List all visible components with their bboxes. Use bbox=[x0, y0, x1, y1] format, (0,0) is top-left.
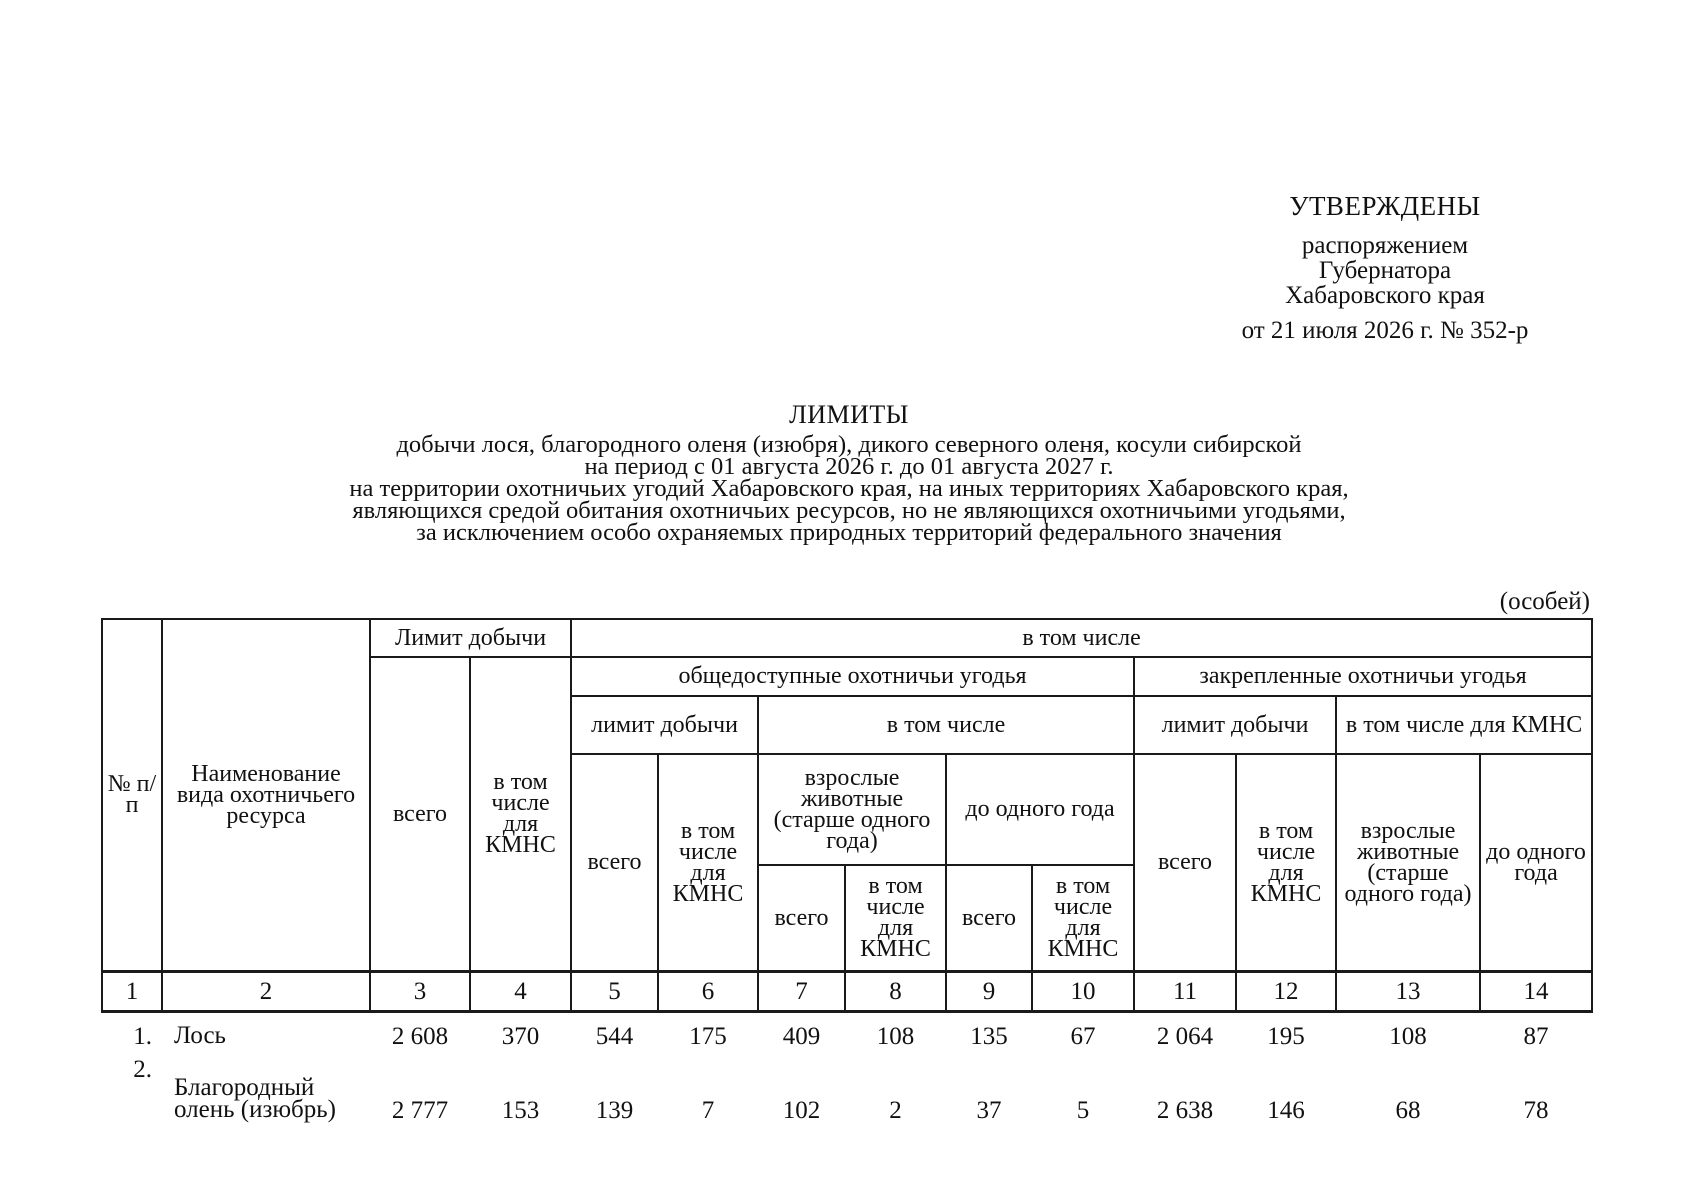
subtitle-line: за исключением особо охраняемых природных территорий федерального значения bbox=[416, 519, 1282, 546]
subtitle-line: являющихся средой обитания охотничьих ресурсов, но не являющихся охотничьими угодьями, bbox=[352, 497, 1346, 524]
column-number: 8 bbox=[845, 972, 946, 1012]
header-limit-total: всего bbox=[370, 657, 470, 972]
header-adults-kmns: в том числе для КМНС bbox=[845, 865, 946, 972]
cell-public-adults-total: 409 bbox=[782, 1022, 821, 1050]
approval-line-1: распоряжением bbox=[1301, 232, 1469, 259]
header-assigned-young: до одного года bbox=[1480, 754, 1592, 972]
resource-name-line-1: Благородный bbox=[174, 1074, 315, 1101]
cell-limit-total: 2 608 bbox=[391, 1022, 449, 1050]
cell-limit-kmns: 370 bbox=[501, 1022, 540, 1050]
subtitle-line: добычи лося, благородного оленя (изюбря), дикого северного оленя, косули сибирской bbox=[396, 431, 1302, 458]
document-subtitle bbox=[0, 431, 1698, 546]
header-public-grounds: общедоступные охотничьи угодья bbox=[571, 657, 1134, 696]
column-number: 3 bbox=[370, 972, 470, 1012]
header-limit-kmns: в том числе для КМНС bbox=[470, 657, 571, 972]
cell-public-young-total: 37 bbox=[976, 1097, 1002, 1124]
header-name: Наименование вида охотничьего ресурса bbox=[162, 619, 370, 972]
cell-public-adults-total: 102 bbox=[782, 1097, 821, 1124]
subtitle-line: на территории охотничьих угодий Хабаровского края, на иных территориях Хабаровского края, bbox=[349, 475, 1349, 502]
column-number: 6 bbox=[658, 972, 758, 1012]
limits-table bbox=[101, 618, 1593, 1124]
row-number: 2. bbox=[133, 1056, 152, 1083]
header-public-young: до одного года bbox=[946, 754, 1134, 865]
row-number: 1. bbox=[133, 1022, 152, 1050]
column-number: 1 bbox=[102, 972, 162, 1012]
cell-assigned-kmns-young: 87 bbox=[1523, 1022, 1549, 1050]
units-label: (особей) bbox=[1499, 588, 1590, 615]
column-number: 5 bbox=[571, 972, 658, 1012]
header-public-adults: взрослые животные (старше одного года) bbox=[758, 754, 946, 865]
cell-public-young-kmns: 5 bbox=[1076, 1097, 1090, 1124]
cell-public-kmns: 7 bbox=[701, 1097, 715, 1124]
cell-limit-total: 2 777 bbox=[391, 1097, 449, 1124]
cell-public-adults-kmns: 108 bbox=[876, 1022, 915, 1050]
cell-assigned-kmns-adults: 108 bbox=[1389, 1022, 1427, 1050]
header-adults-total: всего bbox=[758, 865, 845, 972]
column-number: 2 bbox=[162, 972, 370, 1012]
header-young-total: всего bbox=[946, 865, 1032, 972]
column-number: 12 bbox=[1236, 972, 1336, 1012]
cell-assigned-total: 2 638 bbox=[1156, 1097, 1214, 1124]
cell-assigned-kmns: 146 bbox=[1267, 1097, 1305, 1124]
cell-public-total: 544 bbox=[595, 1022, 634, 1050]
resource-name: Лось bbox=[174, 1022, 226, 1049]
resource-name bbox=[162, 1059, 370, 1121]
header-num: № п/п bbox=[102, 619, 162, 972]
header-public-kmns: в том числе для КМНС bbox=[658, 754, 758, 972]
cell-public-adults-kmns: 2 bbox=[889, 1097, 902, 1124]
header-incl: в том числе bbox=[571, 619, 1592, 657]
column-number: 11 bbox=[1134, 972, 1236, 1012]
approval-title: УТВЕРЖДЕНЫ bbox=[1289, 191, 1481, 221]
cell-assigned-kmns-adults: 68 bbox=[1395, 1097, 1421, 1124]
column-number: 7 bbox=[758, 972, 845, 1012]
column-number: 9 bbox=[946, 972, 1032, 1012]
column-number: 14 bbox=[1480, 972, 1592, 1012]
subtitle-line: на период с 01 августа 2026 г. до 01 августа 2027 г. bbox=[584, 453, 1114, 480]
resource-name-line-2: олень (изюбрь) bbox=[174, 1096, 336, 1123]
column-number: 13 bbox=[1336, 972, 1480, 1012]
header-assigned-grounds: закрепленные охотничьи угодья bbox=[1134, 657, 1592, 696]
header-assigned-limit: лимит добычи bbox=[1134, 696, 1336, 754]
header-young-kmns: в том числе для КМНС bbox=[1032, 865, 1134, 972]
column-number: 10 bbox=[1032, 972, 1134, 1012]
cell-public-young-kmns: 67 bbox=[1070, 1022, 1096, 1050]
approval-line-3: Хабаровского края bbox=[1285, 282, 1485, 309]
header-limit: Лимит добычи bbox=[370, 619, 571, 657]
approval-line-2: Губернатора bbox=[1318, 257, 1452, 284]
cell-public-total: 139 bbox=[595, 1097, 634, 1124]
table-row bbox=[102, 1059, 1592, 1121]
header-assigned-total: всего bbox=[1134, 754, 1236, 972]
header-public-limit: лимит добычи bbox=[571, 696, 758, 754]
document-title: ЛИМИТЫ bbox=[789, 400, 909, 429]
cell-limit-kmns: 153 bbox=[501, 1097, 540, 1124]
cell-public-young-total: 135 bbox=[970, 1022, 1008, 1050]
cell-assigned-kmns-young: 78 bbox=[1523, 1097, 1549, 1124]
header-assigned-adults: взрослые животные (старше одного года) bbox=[1336, 754, 1480, 972]
cell-assigned-total: 2 064 bbox=[1156, 1022, 1214, 1050]
header-public-total: всего bbox=[571, 754, 658, 972]
cell-public-kmns: 175 bbox=[689, 1022, 727, 1050]
table-row bbox=[102, 1012, 1592, 1060]
column-number: 4 bbox=[470, 972, 571, 1012]
approval-block bbox=[1180, 191, 1590, 344]
approval-date: от 21 июля 2026 г. № 352-р bbox=[1241, 317, 1529, 344]
header-public-incl: в том числе bbox=[758, 696, 1134, 754]
header-assigned-kmns-sub: в том числе для КМНС bbox=[1236, 754, 1336, 972]
cell-assigned-kmns: 195 bbox=[1267, 1022, 1305, 1050]
header-assigned-kmns: в том числе для КМНС bbox=[1336, 696, 1592, 754]
